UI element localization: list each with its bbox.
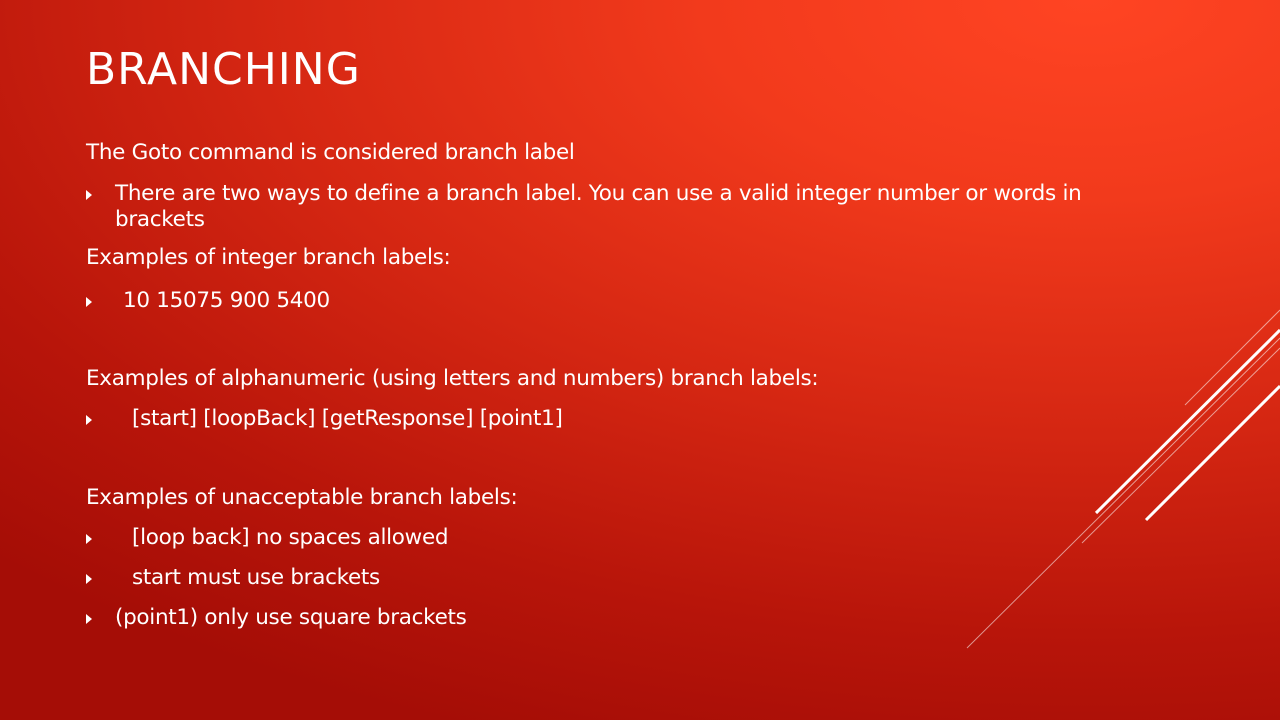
bullet-alphanumeric-examples: [86, 406, 563, 432]
triangle-right-icon: [86, 415, 92, 425]
triangle-right-icon: [86, 190, 92, 200]
bullet-two-ways-text: There are two ways to define a branch label. You can use a valid integer number or words in brackets: [115, 181, 1082, 232]
slide-title: BRANCHING: [86, 44, 361, 95]
integer-examples-heading: Examples of integer branch labels:: [86, 245, 451, 270]
triangle-right-icon: [86, 614, 92, 624]
bullet-loop-back: [86, 525, 448, 551]
bullet-integer-examples: [86, 288, 330, 314]
unacceptable-examples-heading: Examples of unacceptable branch labels:: [86, 485, 518, 510]
bullet-start: [86, 565, 380, 591]
bullet-point1-text: (point1) only use square brackets: [115, 605, 467, 630]
bullet-two-ways: [86, 181, 1085, 233]
bullet-integer-examples-text: 10 15075 900 5400: [123, 288, 330, 313]
triangle-right-icon: [86, 574, 92, 584]
bullet-alphanumeric-examples-text: [start] [loopBack] [getResponse] [point1]: [132, 406, 563, 431]
bullet-start-text: start must use brackets: [132, 565, 380, 590]
intro-text: The Goto command is considered branch label: [86, 140, 575, 165]
alphanumeric-examples-heading: Examples of alphanumeric (using letters and numbers) branch labels:: [86, 366, 819, 391]
triangle-right-icon: [86, 534, 92, 544]
bullet-point1: [86, 605, 467, 631]
bullet-loop-back-text: [loop back] no spaces allowed: [132, 525, 449, 550]
triangle-right-icon: [86, 297, 92, 307]
